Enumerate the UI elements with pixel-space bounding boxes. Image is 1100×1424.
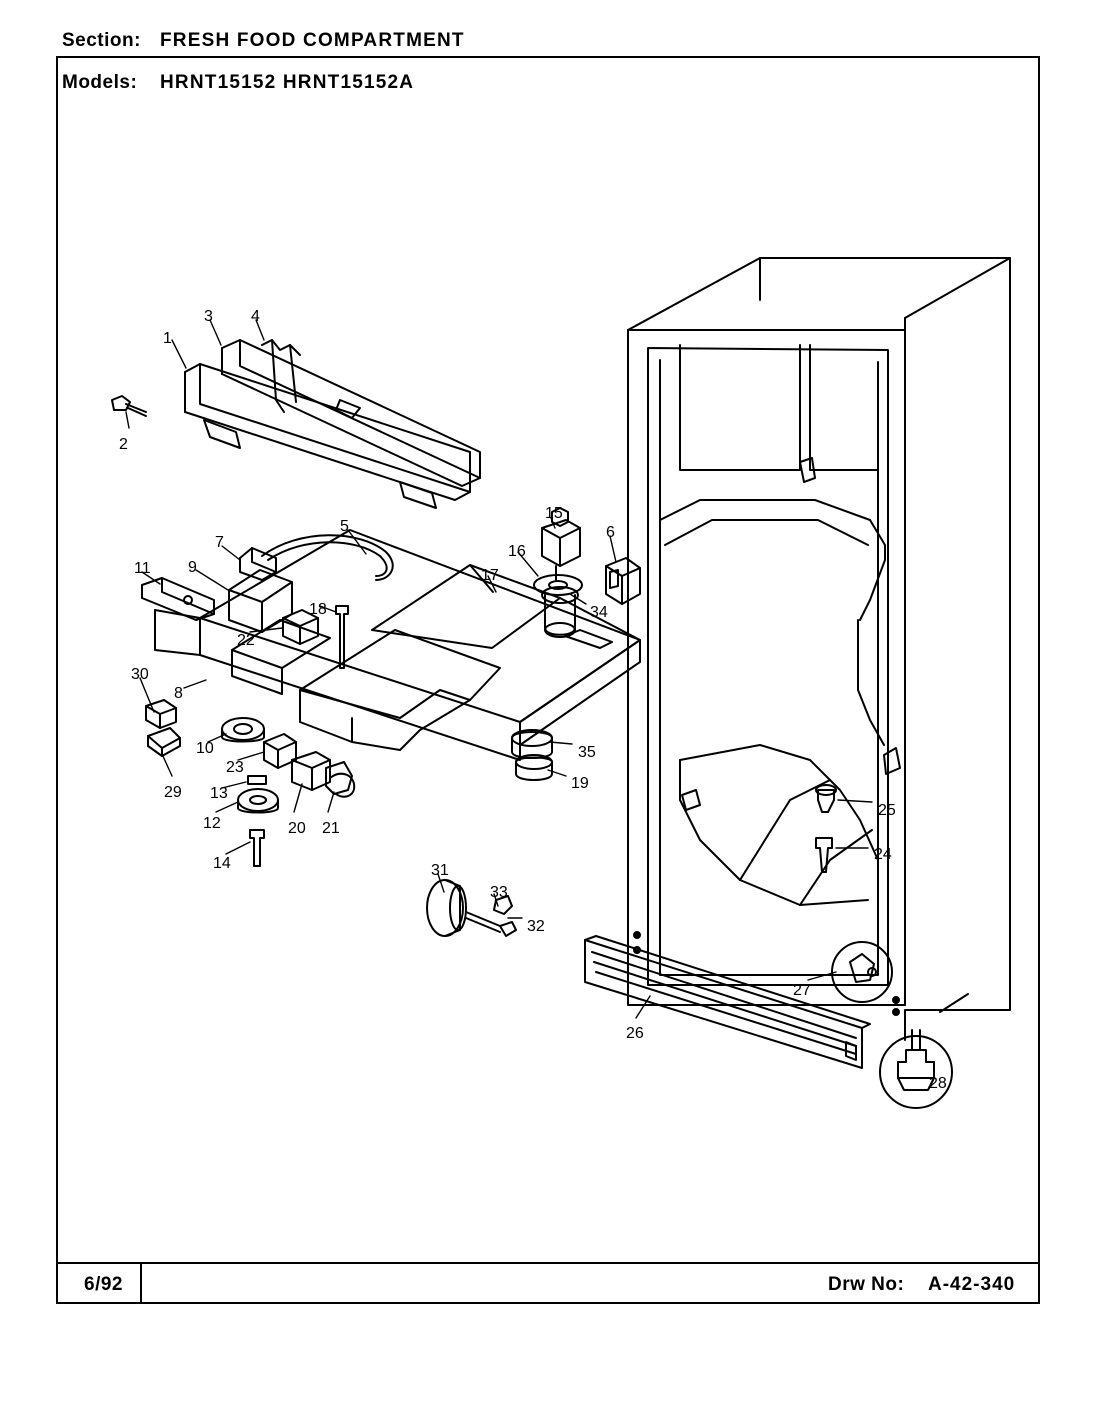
callout-number-8: 8 <box>174 685 183 702</box>
callout-number-28: 28 <box>929 1075 947 1092</box>
callout-number-33: 33 <box>490 884 508 901</box>
callout-number-13: 13 <box>210 785 228 802</box>
drawing-number-value: A-42-340 <box>928 1274 1016 1295</box>
callout-number-25: 25 <box>878 802 896 819</box>
callout-number-10: 10 <box>196 740 214 757</box>
callout-number-30: 30 <box>131 666 149 683</box>
callout-number-12: 12 <box>203 815 221 832</box>
models-value: HRNT15152 HRNT15152A <box>160 72 415 93</box>
callout-number-21: 21 <box>322 820 340 837</box>
callout-number-32: 32 <box>527 918 545 935</box>
callout-number-22: 22 <box>237 632 255 649</box>
callout-number-3: 3 <box>204 308 213 325</box>
callout-number-26: 26 <box>626 1025 644 1042</box>
callout-number-18: 18 <box>309 601 327 618</box>
callout-number-27: 27 <box>793 982 811 999</box>
models-label: Models: <box>62 72 138 93</box>
revision-date: 6/92 <box>84 1274 123 1295</box>
callout-number-11: 11 <box>134 560 151 577</box>
callout-number-7: 7 <box>215 534 224 551</box>
section-title: FRESH FOOD COMPARTMENT <box>160 30 465 51</box>
callout-number-34: 34 <box>590 604 608 621</box>
callout-number-24: 24 <box>874 846 892 863</box>
callout-number-6: 6 <box>606 524 615 541</box>
callout-number-23: 23 <box>226 759 244 776</box>
callout-number-2: 2 <box>119 436 128 453</box>
callout-number-14: 14 <box>213 855 231 872</box>
callout-number-31: 31 <box>431 862 449 879</box>
callout-number-19: 19 <box>571 775 589 792</box>
section-label: Section: <box>62 30 141 51</box>
drawing-number-label: Drw No: <box>828 1274 905 1295</box>
callout-number-4: 4 <box>251 308 260 325</box>
callout-number-16: 16 <box>508 543 526 560</box>
callout-number-1: 1 <box>163 330 172 347</box>
callout-number-20: 20 <box>288 820 306 837</box>
callout-number-9: 9 <box>188 559 197 576</box>
callout-number-29: 29 <box>164 784 182 801</box>
callout-number-35: 35 <box>578 744 596 761</box>
callout-number-15: 15 <box>545 505 563 522</box>
callout-number-5: 5 <box>340 518 349 535</box>
callout-number-17: 17 <box>481 567 499 584</box>
